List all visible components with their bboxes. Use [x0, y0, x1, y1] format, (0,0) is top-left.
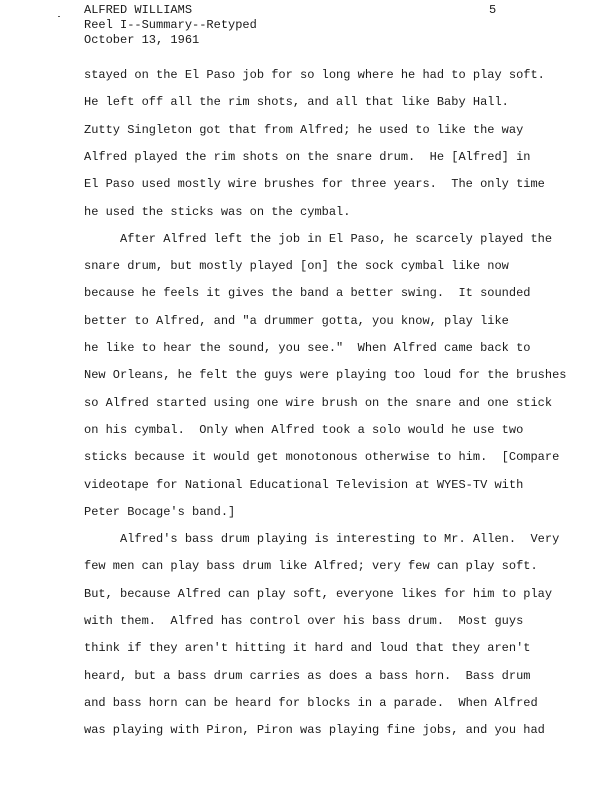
body-line: snare drum, but mostly played [on] the sock cymbal like now	[84, 259, 509, 274]
body-line: El Paso used mostly wire brushes for three years. The only time	[84, 177, 545, 192]
body-line: few men can play bass drum like Alfred; very few can play soft.	[84, 559, 538, 574]
body-line: Alfred's bass drum playing is interesting to Mr. Allen. Very	[84, 532, 560, 547]
body-line: He left off all the rim shots, and all that like Baby Hall.	[84, 95, 509, 110]
body-line: because he feels it gives the band a better swing. It sounded	[84, 286, 531, 301]
header-title: ALFRED WILLIAMS	[84, 3, 193, 17]
body-line: sticks because it would get monotonous otherwise to him. [Compare	[84, 450, 560, 465]
body-line: Alfred played the rim shots on the snare drum. He [Alfred] in	[84, 149, 531, 164]
body-line: think if they aren't hitting it hard and loud that they aren't	[84, 641, 531, 656]
body-line: Zutty Singleton got that from Alfred; he used to like the way	[84, 122, 524, 137]
body-line: with them. Alfred has control over his bass drum. Most guys	[84, 614, 524, 628]
body-line: and bass horn can be heard for blocks in a parade. When Alfred	[84, 695, 538, 710]
header-subtitle: Reel I--Summary--Retyped	[84, 18, 257, 32]
body-line: After Alfred left the job in El Paso, he scarcely played the	[84, 231, 553, 246]
body-line: stayed on the El Paso job for so long where he had to play soft.	[84, 68, 545, 82]
body-line: on his cymbal. Only when Alfred took a solo would he use two	[84, 422, 524, 437]
body-line: videotape for National Educational Television at WYES-TV with	[84, 477, 524, 492]
body-line: New Orleans, he felt the guys were playing too loud for the brushes	[84, 368, 567, 383]
body-line: was playing with Piron, Piron was playing fine jobs, and you had	[84, 723, 545, 738]
body-line: better to Alfred, and "a drummer gotta, you know, play like	[84, 313, 509, 328]
margin-mark	[58, 16, 60, 17]
header-date: October 13, 1961	[84, 33, 200, 47]
body-line: But, because Alfred can play soft, everyone likes for him to play	[84, 586, 553, 601]
body-line: so Alfred started using one wire brush on the snare and one stick	[84, 395, 553, 410]
body-line: he like to hear the sound, you see." When Alfred came back to	[84, 341, 531, 355]
page-number: 5	[489, 3, 497, 17]
body-line: he used the sticks was on the cymbal.	[84, 204, 351, 219]
body-line: heard, but a bass drum carries as does a bass horn. Bass drum	[84, 668, 531, 683]
body-line: Peter Bocage's band.]	[84, 504, 236, 519]
page-header	[84, 3, 257, 48]
